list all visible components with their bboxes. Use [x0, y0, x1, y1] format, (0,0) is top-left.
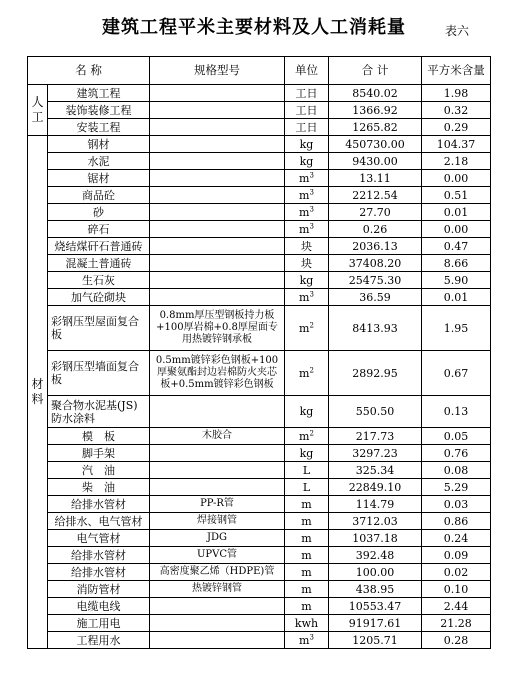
item-per-m2: 0.00: [422, 170, 491, 187]
item-spec: 0.8mm厚压型钢板持力板+100厚岩棉+0.8厚屋面专用热镀锌钢承板: [150, 306, 285, 351]
item-unit: 工日: [285, 119, 329, 136]
table-row: [28, 598, 491, 615]
item-unit: kg: [285, 136, 329, 153]
item-unit: $m^3$: [285, 187, 329, 204]
item-total: 1265.82: [329, 119, 422, 136]
item-total: 36.59: [329, 289, 422, 306]
item-per-m2: 0.02: [422, 564, 491, 581]
item-name: 消防管材: [48, 581, 150, 598]
item-name: 彩钢压型屋面复合板: [48, 306, 150, 351]
table-row: [28, 351, 491, 396]
table-row: [28, 272, 491, 289]
item-total: 9430.00: [329, 153, 422, 170]
item-spec: [150, 221, 285, 238]
item-total: 2212.54: [329, 187, 422, 204]
item-spec: [150, 238, 285, 255]
item-name: 安装工程: [48, 119, 150, 136]
item-spec: [150, 598, 285, 615]
item-unit: m: [285, 530, 329, 547]
item-per-m2: 0.47: [422, 238, 491, 255]
item-name: 给排水管材: [48, 496, 150, 513]
item-per-m2: 0.00: [422, 221, 491, 238]
item-unit: $m^3$: [285, 170, 329, 187]
item-total: 325.34: [329, 462, 422, 479]
col-header-name: 名 称: [28, 57, 150, 85]
item-spec: 高密度聚乙烯（HDPE)管: [150, 564, 285, 581]
item-total: 2036.13: [329, 238, 422, 255]
item-per-m2: 0.09: [422, 547, 491, 564]
item-spec: 热镀锌钢管: [150, 581, 285, 598]
item-unit: kg: [285, 272, 329, 289]
item-name: 水泥: [48, 153, 150, 170]
item-spec: [150, 445, 285, 462]
item-spec: 焊接钢管: [150, 513, 285, 530]
item-per-m2: 0.86: [422, 513, 491, 530]
table-row: [28, 615, 491, 632]
item-unit: m: [285, 598, 329, 615]
item-per-m2: 0.32: [422, 102, 491, 119]
item-per-m2: 2.18: [422, 153, 491, 170]
item-name: 聚合物水泥基(JS)防水涂料: [48, 396, 150, 428]
item-total: 8540.02: [329, 85, 422, 102]
materials-category-cell: [28, 136, 48, 649]
item-name: 施工用电: [48, 615, 150, 632]
table-row: [28, 153, 491, 170]
item-per-m2: 0.51: [422, 187, 491, 204]
table-row: [28, 462, 491, 479]
item-spec: [150, 187, 285, 204]
item-total: 27.70: [329, 204, 422, 221]
item-total: 25475.30: [329, 272, 422, 289]
item-name: 砂: [48, 204, 150, 221]
category-label: 人工: [31, 95, 44, 124]
item-total: 1037.18: [329, 530, 422, 547]
table-row: [28, 564, 491, 581]
table-row: [28, 170, 491, 187]
item-total: 3297.23: [329, 445, 422, 462]
item-per-m2: 1.95: [422, 306, 491, 351]
item-name: 彩钢压型墙面复合板: [48, 351, 150, 396]
item-spec: [150, 272, 285, 289]
item-unit: 块: [285, 255, 329, 272]
table-row: [28, 255, 491, 272]
item-total: 0.26: [329, 221, 422, 238]
item-per-m2: 0.28: [422, 632, 491, 649]
item-total: 1205.71: [329, 632, 422, 649]
item-unit: $m^3$: [285, 632, 329, 649]
item-per-m2: 0.01: [422, 204, 491, 221]
item-spec: PP-R管: [150, 496, 285, 513]
table-row: [28, 530, 491, 547]
item-per-m2: 0.01: [422, 289, 491, 306]
item-per-m2: 0.24: [422, 530, 491, 547]
table-row: [28, 119, 491, 136]
page-title: 建筑工程平米主要材料及人工消耗量: [102, 17, 406, 38]
table-row: [28, 221, 491, 238]
table-row: [28, 238, 491, 255]
item-unit: $m^3$: [285, 204, 329, 221]
table-row: [28, 289, 491, 306]
category-label: 材料: [31, 377, 44, 406]
item-per-m2: 0.03: [422, 496, 491, 513]
item-unit: L: [285, 479, 329, 496]
item-spec: [150, 170, 285, 187]
item-name: 电气管材: [48, 530, 150, 547]
item-total: 3712.03: [329, 513, 422, 530]
table-row: [28, 102, 491, 119]
table-row: [28, 428, 491, 445]
item-spec: [150, 255, 285, 272]
item-unit: kg: [285, 445, 329, 462]
table-row: [28, 204, 491, 221]
table-row: [28, 306, 491, 351]
col-header-spec: 规格型号: [150, 57, 285, 85]
item-per-m2: 21.28: [422, 615, 491, 632]
item-unit: 块: [285, 238, 329, 255]
item-total: 1366.92: [329, 102, 422, 119]
item-name: 加气砼砌块: [48, 289, 150, 306]
item-per-m2: 0.29: [422, 119, 491, 136]
item-spec: [150, 289, 285, 306]
item-name: 锯材: [48, 170, 150, 187]
item-unit: m: [285, 581, 329, 598]
item-spec: UPVC管: [150, 547, 285, 564]
table-row: [28, 136, 491, 153]
item-total: 22849.10: [329, 479, 422, 496]
item-per-m2: 5.90: [422, 272, 491, 289]
item-spec: [150, 153, 285, 170]
item-total: 8413.93: [329, 306, 422, 351]
item-unit: kwh: [285, 615, 329, 632]
item-name: 装饰装修工程: [48, 102, 150, 119]
item-total: 100.00: [329, 564, 422, 581]
item-unit: L: [285, 462, 329, 479]
item-unit: $m^2$: [285, 351, 329, 396]
item-spec: [150, 102, 285, 119]
item-per-m2: 104.37: [422, 136, 491, 153]
table-row: [28, 479, 491, 496]
item-total: 550.50: [329, 396, 422, 428]
item-unit: 工日: [285, 85, 329, 102]
item-spec: [150, 396, 285, 428]
item-name: 建筑工程: [48, 85, 150, 102]
item-name: 汽 油: [48, 462, 150, 479]
item-spec: 0.5mm镀锌彩色钢板+100厚聚氨酯封边岩棉防火夹芯板+0.5mm镀锌彩色钢板: [150, 351, 285, 396]
item-per-m2: 0.13: [422, 396, 491, 428]
item-name: 碎石: [48, 221, 150, 238]
col-header-total: 合 计: [329, 57, 422, 85]
item-per-m2: 5.29: [422, 479, 491, 496]
item-unit: $m^2$: [285, 428, 329, 445]
item-per-m2: 8.66: [422, 255, 491, 272]
table-number: 表六: [445, 24, 470, 38]
item-name: 生石灰: [48, 272, 150, 289]
item-name: 烧结煤矸石普通砖: [48, 238, 150, 255]
table-row: [28, 85, 491, 102]
item-per-m2: 0.76: [422, 445, 491, 462]
item-unit: kg: [285, 153, 329, 170]
item-name: 给排水管材: [48, 547, 150, 564]
item-name: 给排水、电气管材: [48, 513, 150, 530]
item-unit: $m^3$: [285, 289, 329, 306]
item-spec: JDG: [150, 530, 285, 547]
item-total: 438.95: [329, 581, 422, 598]
item-spec: [150, 462, 285, 479]
item-per-m2: 0.08: [422, 462, 491, 479]
table-body: [28, 85, 491, 649]
item-per-m2: 1.98: [422, 85, 491, 102]
labor-category-cell: [28, 85, 48, 136]
item-unit: $m^2$: [285, 306, 329, 351]
item-total: 10553.47: [329, 598, 422, 615]
item-total: 91917.61: [329, 615, 422, 632]
item-name: 给排水管材: [48, 564, 150, 581]
item-name: 柴 油: [48, 479, 150, 496]
item-per-m2: 0.05: [422, 428, 491, 445]
item-total: 2892.95: [329, 351, 422, 396]
table-row: [28, 187, 491, 204]
item-unit: 工日: [285, 102, 329, 119]
materials-labor-table: [27, 56, 491, 649]
item-per-m2: 2.44: [422, 598, 491, 615]
table-row: [28, 632, 491, 649]
item-per-m2: 0.10: [422, 581, 491, 598]
item-total: 217.73: [329, 428, 422, 445]
item-spec: [150, 204, 285, 221]
item-unit: m: [285, 513, 329, 530]
item-spec: [150, 119, 285, 136]
item-unit: kg: [285, 396, 329, 428]
item-name: 钢材: [48, 136, 150, 153]
header-row: [28, 57, 491, 85]
table-row: [28, 581, 491, 598]
item-name: 混凝土普通砖: [48, 255, 150, 272]
item-per-m2: 0.67: [422, 351, 491, 396]
table-row: [28, 396, 491, 428]
col-header-unit: 单位: [285, 57, 329, 85]
item-unit: m: [285, 496, 329, 513]
item-total: 13.11: [329, 170, 422, 187]
item-spec: 木胶合: [150, 428, 285, 445]
table-row: [28, 547, 491, 564]
item-spec: [150, 136, 285, 153]
item-unit: $m^3$: [285, 221, 329, 238]
item-spec: [150, 479, 285, 496]
item-name: 脚手架: [48, 445, 150, 462]
item-name: 商品砼: [48, 187, 150, 204]
item-total: 114.79: [329, 496, 422, 513]
table-row: [28, 496, 491, 513]
col-header-per-m2: 平方米含量: [422, 57, 491, 85]
item-total: 392.48: [329, 547, 422, 564]
item-unit: m: [285, 564, 329, 581]
item-unit: m: [285, 547, 329, 564]
table-row: [28, 513, 491, 530]
item-name: 模 板: [48, 428, 150, 445]
item-spec: [150, 615, 285, 632]
item-total: 450730.00: [329, 136, 422, 153]
item-total: 37408.20: [329, 255, 422, 272]
item-name: 电缆电线: [48, 598, 150, 615]
item-name: 工程用水: [48, 632, 150, 649]
table-row: [28, 445, 491, 462]
item-spec: [150, 632, 285, 649]
item-spec: [150, 85, 285, 102]
